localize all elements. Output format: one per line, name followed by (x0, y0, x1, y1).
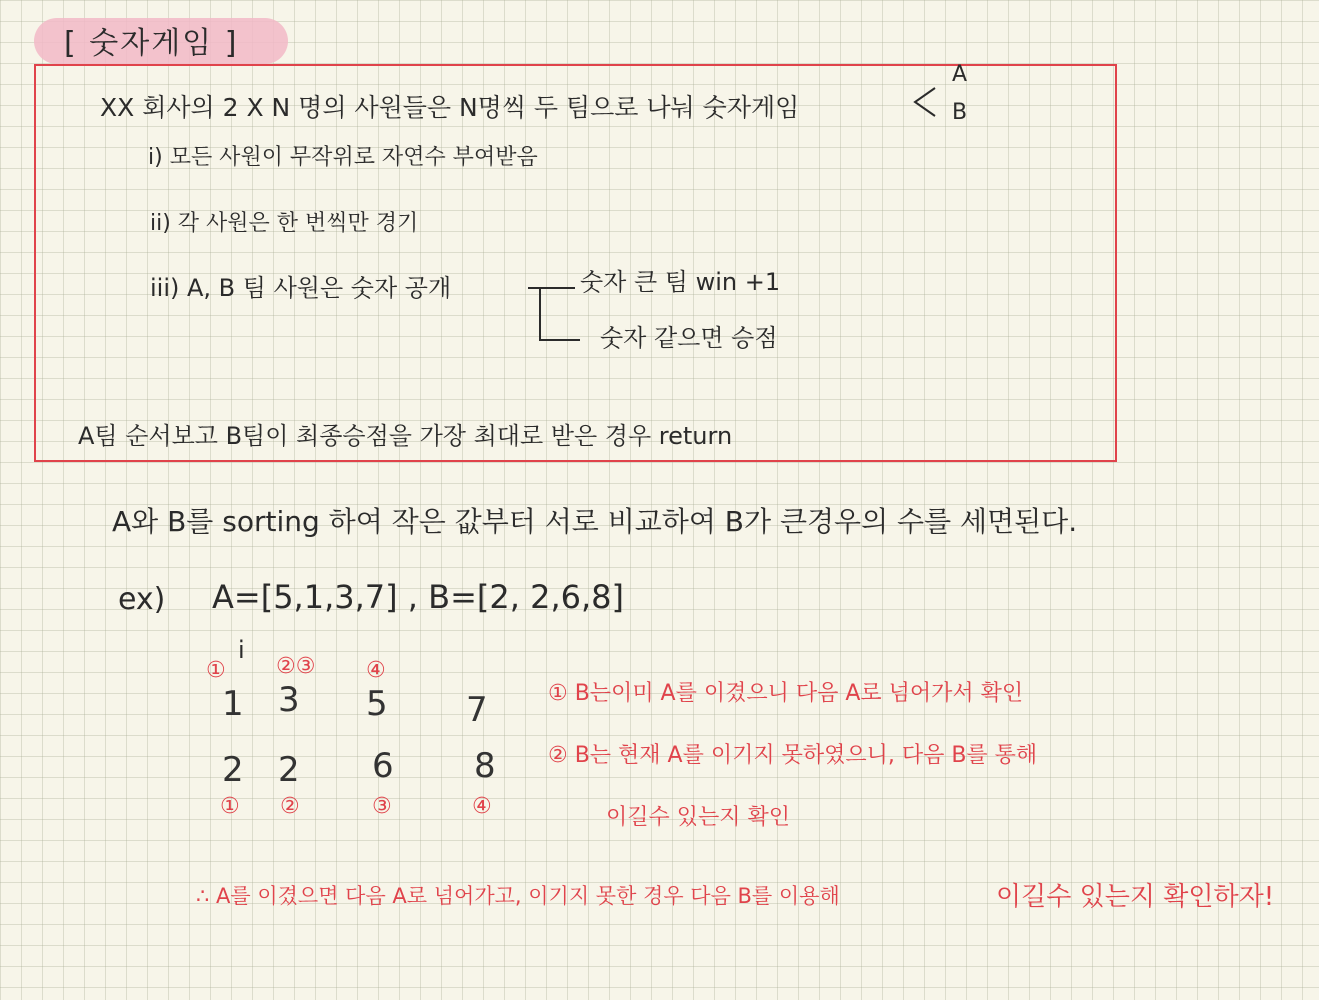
approach-text: A와 B를 sorting 하여 작은 값부터 서로 비교하여 B가 큰경우의 수를 세면된다. (112, 505, 1078, 538)
rule-1: i) 모든 사원이 무작위로 자연수 부여받음 (148, 145, 538, 170)
a-value: 1 (222, 684, 244, 724)
page-title: [ 숫자게임 ] (64, 26, 239, 61)
team-b-label: B (952, 100, 968, 125)
a-value: 7 (466, 690, 488, 730)
b-value: 8 (474, 746, 496, 786)
team-a-label: A (952, 62, 968, 87)
b-value: 2 (222, 750, 244, 790)
a-marker-2-3: ②③ (276, 654, 316, 679)
note-1: ① B는이미 A를 이겼으니 다음 A로 넘어가서 확인 (548, 681, 1024, 706)
b-marker: ④ (472, 794, 492, 819)
a-value: 3 (278, 680, 300, 720)
rule-3-branch-win: 숫자 큰 팀 win +1 (580, 268, 781, 296)
conclusion-emphasis: 이길수 있는지 확인하자! (996, 882, 1275, 912)
problem-line1: XX 회사의 2 X N 명의 사원들은 N명씩 두 팀으로 나눠 숫자게임 (100, 93, 800, 122)
a-marker-4: ④ (366, 658, 386, 683)
rule-2: ii) 각 사원은 한 번씩만 경기 (150, 211, 419, 236)
b-value: 2 (278, 750, 300, 790)
a-marker-1: ① (206, 658, 226, 683)
b-value: 6 (372, 746, 394, 786)
problem-goal: A팀 순서보고 B팀이 최종승점을 가장 최대로 받은 경우 return (78, 422, 733, 450)
a-value: 5 (366, 684, 388, 724)
example-label: ex) (118, 582, 166, 617)
b-marker: ② (280, 794, 300, 819)
rule-3-branch-tie: 숫자 같으면 승점 (600, 324, 778, 352)
conclusion-text: ∴ A를 이겼으면 다음 A로 넘어가고, 이기지 못한 경우 다음 B를 이용해 (196, 884, 840, 908)
note-2-continued: 이길수 있는지 확인 (606, 805, 791, 830)
note-2: ② B는 현재 A를 이기지 못하였으니, 다음 B를 통해 (548, 743, 1038, 768)
b-marker: ① (220, 794, 240, 819)
rule-3: iii) A, B 팀 사원은 숫자 공개 (150, 274, 452, 302)
b-marker: ③ (372, 794, 392, 819)
example-expression: A=[5,1,3,7] , B=[2, 2,6,8] (212, 578, 624, 616)
pointer-i: i (238, 636, 245, 664)
